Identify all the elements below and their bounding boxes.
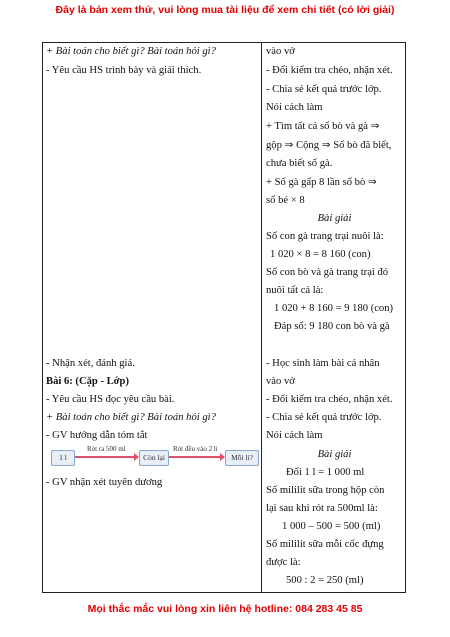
question-line: + Bài toán cho biết gì? Bài toán hỏi gì? bbox=[46, 46, 216, 57]
question-line-2: + Bài toán cho biết gì? Bài toán hỏi gì? bbox=[46, 412, 216, 423]
solution-title-2: Bài giải bbox=[317, 449, 352, 460]
table-border-left bbox=[42, 42, 43, 593]
right-line: Số con gà trang trại nuôi là: bbox=[266, 231, 384, 242]
diagram-arrow-2 bbox=[169, 456, 221, 458]
right-line: Số mililit sữa mỗi cốc đựng bbox=[266, 539, 384, 550]
hotline-banner: Mọi thắc mắc vui lòng xin liên hệ hotline: 084 283 45 85 bbox=[87, 603, 363, 615]
guide-line: - GV hướng dẫn tóm tắt bbox=[46, 430, 148, 441]
right-line: Nói cách làm bbox=[266, 102, 323, 113]
right-line: Đáp số: 9 180 con bò và gà bbox=[274, 321, 390, 332]
preview-notice-banner: Đây là bản xem thử, vui lòng mua tài liệu để xem chi tiết (có lời giải) bbox=[55, 4, 395, 16]
right-line: vào vở bbox=[266, 46, 295, 57]
evaluate-line: - Nhận xét, đánh giá. bbox=[46, 358, 135, 369]
lesson-title: Bài 6: (Cặp - Lớp) bbox=[46, 376, 129, 387]
right-line: - Học sinh làm bài cá nhân bbox=[266, 358, 380, 369]
right-line: - Chia sẻ kết quả trước lớp. bbox=[266, 412, 382, 423]
right-line: - Đổi kiểm tra chéo, nhận xét. bbox=[266, 65, 393, 76]
right-line: lại sau khi rót ra 500ml là: bbox=[266, 503, 378, 514]
diagram-step1-label: Rót ra 500 ml bbox=[87, 445, 126, 453]
right-line: 500 : 2 = 250 (ml) bbox=[286, 575, 364, 586]
right-line: gộp ⇒ Cộng ⇒ Số bò đã biết, bbox=[266, 140, 392, 151]
right-line: được là: bbox=[266, 557, 301, 568]
right-line: 1 000 – 500 = 500 (ml) bbox=[282, 521, 381, 532]
diagram-mid-box: Còn lại bbox=[139, 450, 169, 466]
right-line: chưa biết số gà. bbox=[266, 158, 333, 169]
present-request: - Yêu cầu HS trình bày và giải thích. bbox=[46, 65, 202, 76]
diagram-arrow-1 bbox=[75, 456, 135, 458]
summary-diagram bbox=[51, 445, 261, 467]
table-column-divider bbox=[261, 42, 262, 593]
right-line: Nói cách làm bbox=[266, 430, 323, 441]
read-request: - Yêu cầu HS đọc yêu cầu bài. bbox=[46, 394, 175, 405]
solution-title-1: Bài giải bbox=[317, 213, 352, 224]
table-border-right bbox=[405, 42, 406, 593]
right-line: nuôi tất cả là: bbox=[266, 285, 324, 296]
right-line: + Số gà gấp 8 lần số bò ⇒ bbox=[266, 177, 377, 188]
right-column bbox=[266, 0, 403, 637]
right-line: + Tìm tất cả số bò và gà ⇒ bbox=[266, 121, 380, 132]
diagram-end-box: Mỗi li? bbox=[225, 450, 259, 466]
right-line: 1 020 × 8 = 8 160 (con) bbox=[270, 249, 371, 260]
right-line: số bé × 8 bbox=[266, 195, 305, 206]
conclude-line: - GV nhận xét tuyên dương bbox=[46, 477, 163, 488]
diagram-start-box: 1 l bbox=[51, 450, 75, 466]
right-line: - Chia sẻ kết quả trước lớp. bbox=[266, 84, 382, 95]
diagram-step2-label: Rót đều vào 2 li bbox=[173, 445, 218, 453]
left-column bbox=[46, 0, 258, 637]
right-line: Số con bò và gà trang trại đó bbox=[266, 267, 389, 278]
right-line: vào vở bbox=[266, 376, 295, 387]
right-line: 1 020 + 8 160 = 9 180 (con) bbox=[274, 303, 394, 314]
right-line: Đổi 1 l = 1 000 ml bbox=[286, 467, 365, 478]
right-line: Số mililit sữa trong hộp còn bbox=[266, 485, 385, 496]
right-line: - Đổi kiểm tra chéo, nhận xét. bbox=[266, 394, 393, 405]
